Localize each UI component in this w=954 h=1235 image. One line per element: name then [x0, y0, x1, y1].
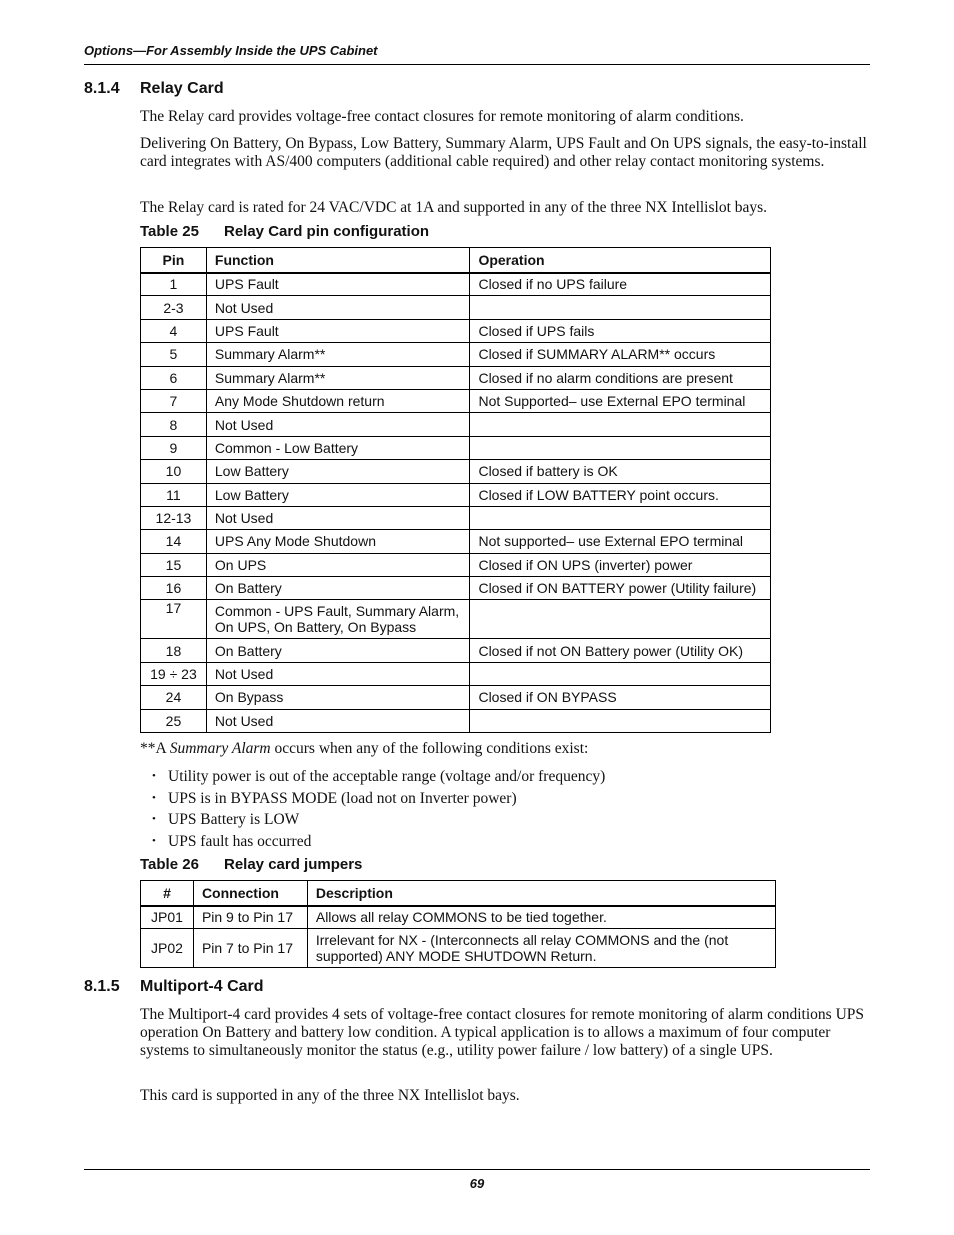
table-cell: Pin 9 to Pin 17	[193, 906, 307, 929]
table-row	[141, 343, 771, 366]
column-header: Connection	[193, 881, 307, 906]
table-cell: Irrelevant for NX - (Interconnects all relay COMMONS and the (not supported) ANY MODE SHUTDOWN Return.	[307, 929, 775, 968]
paragraph: This card is supported in any of the three NX Intellislot bays.	[140, 1087, 520, 1104]
table-header-row	[141, 881, 776, 906]
table-cell: Not supported– use External EPO terminal	[470, 530, 771, 553]
list-item: • UPS Battery is LOW	[152, 809, 605, 831]
table-cell: 7	[141, 389, 207, 412]
table-row	[141, 929, 776, 968]
table-cell: UPS Fault	[206, 273, 470, 296]
table-row	[141, 577, 771, 600]
table-cell: 12-13	[141, 506, 207, 529]
paragraph: The Relay card is rated for 24 VAC/VDC at 1A and supported in any of the three NX Intellislot bays.	[140, 199, 768, 216]
column-header: Operation	[470, 248, 771, 273]
relay-pin-table	[140, 247, 771, 733]
table-cell	[470, 436, 771, 459]
header-rule	[84, 64, 870, 65]
table-cell: On Battery	[206, 639, 470, 662]
table-cell: 6	[141, 366, 207, 389]
column-header: Pin	[141, 248, 207, 273]
table-caption	[140, 856, 362, 873]
table-body	[141, 273, 771, 733]
table-cell: Closed if UPS fails	[470, 319, 771, 342]
table-cell	[470, 709, 771, 732]
table-cell: 24	[141, 686, 207, 709]
table-cell: Low Battery	[206, 460, 470, 483]
running-header: Options—For Assembly Inside the UPS Cabinet	[84, 43, 378, 58]
footer-rule	[84, 1169, 870, 1170]
table-cell: On Bypass	[206, 686, 470, 709]
section-heading-8-1-5	[84, 978, 264, 996]
section-title: Multiport-4 Card	[140, 978, 264, 995]
table-row	[141, 639, 771, 662]
table-cell: 10	[141, 460, 207, 483]
list-item: • UPS is in BYPASS MODE (load not on Inverter power)	[152, 788, 605, 810]
table-cell: 14	[141, 530, 207, 553]
table-number: Table 26	[140, 856, 199, 873]
table-cell: Pin 7 to Pin 17	[193, 929, 307, 968]
table-cell: 19 ÷ 23	[141, 662, 207, 685]
relay-jumper-table	[140, 880, 776, 968]
table-cell: 9	[141, 436, 207, 459]
table-cell: Not Used	[206, 709, 470, 732]
table-cell	[470, 296, 771, 319]
table-row	[141, 506, 771, 529]
table-cell: Low Battery	[206, 483, 470, 506]
table-cell	[470, 413, 771, 436]
table-cell: Closed if no alarm conditions are present	[470, 366, 771, 389]
table-cell: UPS Fault	[206, 319, 470, 342]
table-cell: Closed if ON UPS (inverter) power	[470, 553, 771, 576]
table-cell: Closed if not ON Battery power (Utility OK)	[470, 639, 771, 662]
table-cell: Closed if no UPS failure	[470, 273, 771, 296]
table-cell: On UPS	[206, 553, 470, 576]
table-row	[141, 366, 771, 389]
table-row	[141, 662, 771, 685]
table-cell: UPS Any Mode Shutdown	[206, 530, 470, 553]
table-cell: Closed if SUMMARY ALARM** occurs	[470, 343, 771, 366]
page-number: 69	[469, 1176, 485, 1191]
table-cell: 11	[141, 483, 207, 506]
table-cell: Closed if ON BATTERY power (Utility failure)	[470, 577, 771, 600]
table-row	[141, 906, 776, 929]
table-title: Relay card jumpers	[224, 856, 363, 873]
table-cell: On Battery	[206, 577, 470, 600]
note-suffix: occurs when any of the following conditions exist:	[270, 740, 589, 757]
paragraph: Delivering On Battery, On Bypass, Low Battery, Summary Alarm, UPS Fault and On UPS signals, the easy-to-install card integrates with AS/400 computers (additional cable required) and other relay contact monitoring systems.	[140, 135, 867, 170]
table-row	[141, 600, 771, 639]
table-cell: Summary Alarm**	[206, 343, 470, 366]
table-row	[141, 709, 771, 732]
table-row	[141, 273, 771, 296]
table-cell: Common - UPS Fault, Summary Alarm, On UPS, On Battery, On Bypass	[206, 600, 470, 639]
table-cell: JP01	[141, 906, 194, 929]
section-heading-8-1-4	[84, 80, 224, 98]
table-cell	[470, 662, 771, 685]
table-cell: 17	[141, 600, 207, 639]
condition-list	[152, 766, 605, 852]
paragraph: The Relay card provides voltage-free contact closures for remote monitoring of alarm conditions.	[140, 108, 744, 125]
table-cell: 16	[141, 577, 207, 600]
table-cell: 15	[141, 553, 207, 576]
table-row	[141, 296, 771, 319]
table-cell: Common - Low Battery	[206, 436, 470, 459]
table-cell: Closed if LOW BATTERY point occurs.	[470, 483, 771, 506]
table-cell: 8	[141, 413, 207, 436]
table-cell: Not Used	[206, 296, 470, 319]
table-cell: Summary Alarm**	[206, 366, 470, 389]
list-item: • UPS fault has occurred	[152, 831, 605, 853]
table-row	[141, 460, 771, 483]
table-cell: Closed if battery is OK	[470, 460, 771, 483]
table-row	[141, 686, 771, 709]
table-title: Relay Card pin configuration	[224, 223, 430, 240]
table-cell	[470, 600, 771, 639]
table-row	[141, 436, 771, 459]
table-cell	[470, 506, 771, 529]
summary-note	[140, 740, 872, 758]
section-title: Relay Card	[140, 80, 224, 97]
column-header: Description	[307, 881, 775, 906]
section-number: 8.1.5	[84, 978, 120, 995]
table-row	[141, 530, 771, 553]
table-cell: Not Used	[206, 662, 470, 685]
table-row	[141, 319, 771, 342]
table-cell: 18	[141, 639, 207, 662]
table-cell: 2-3	[141, 296, 207, 319]
table-cell: 25	[141, 709, 207, 732]
section-number: 8.1.4	[84, 80, 120, 97]
table-cell: Not Used	[206, 413, 470, 436]
table-cell: 1	[141, 273, 207, 296]
table-cell: Not Used	[206, 506, 470, 529]
paragraph: The Multiport-4 card provides 4 sets of voltage-free contact closures for remote monitoring of alarm conditions UPS operation On Battery and battery low condition. A typical application is to allows a maximum of four computer systems to simultaneously monitor the status (e.g., utility power failure / low battery) of a single UPS.	[140, 1006, 865, 1059]
table-cell: Not Supported– use External EPO terminal	[470, 389, 771, 412]
table-caption	[140, 223, 429, 240]
table-cell: 4	[141, 319, 207, 342]
table-header-row	[141, 248, 771, 273]
note-term: Summary Alarm	[169, 740, 271, 757]
list-item: • Utility power is out of the acceptable range (voltage and/or frequency)	[152, 766, 605, 788]
note-prefix: **A	[140, 740, 170, 757]
table-cell: 5	[141, 343, 207, 366]
table-cell: JP02	[141, 929, 194, 968]
table-cell: Allows all relay COMMONS to be tied together.	[307, 906, 775, 929]
table-cell: Closed if ON BYPASS	[470, 686, 771, 709]
table-row	[141, 389, 771, 412]
column-header: #	[141, 881, 194, 906]
table-row	[141, 413, 771, 436]
table-row	[141, 483, 771, 506]
table-cell: Any Mode Shutdown return	[206, 389, 470, 412]
table-row	[141, 553, 771, 576]
table-number: Table 25	[140, 223, 199, 240]
column-header: Function	[206, 248, 470, 273]
